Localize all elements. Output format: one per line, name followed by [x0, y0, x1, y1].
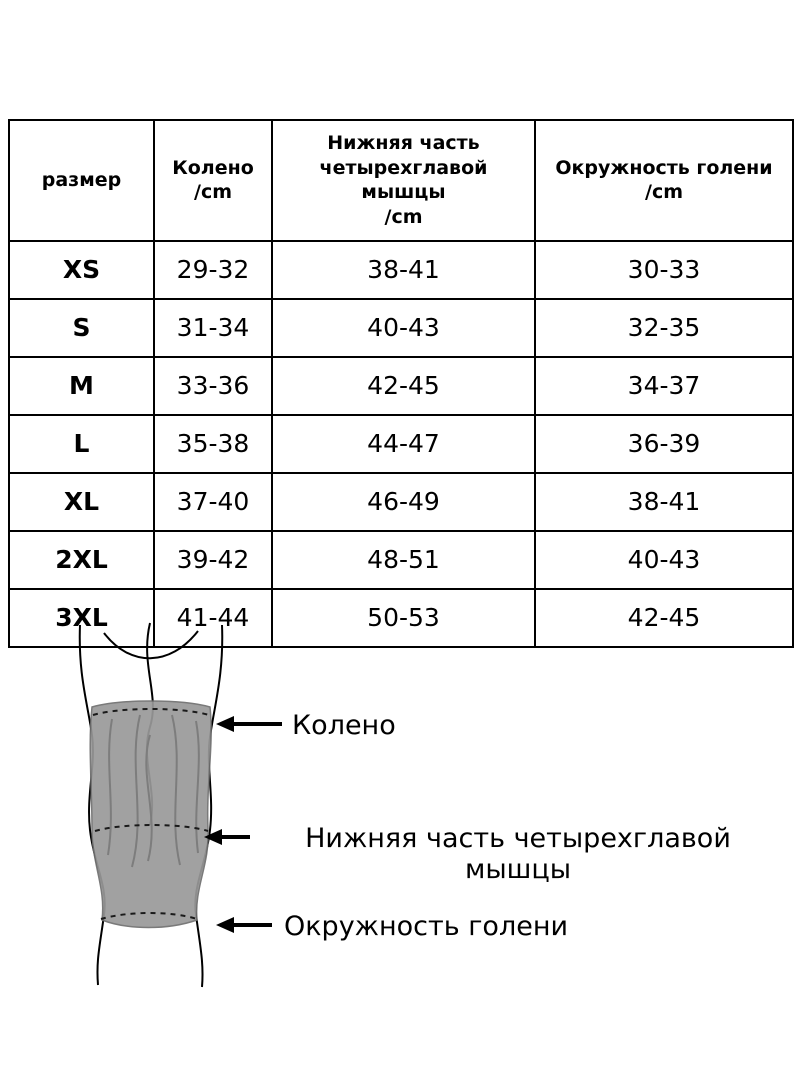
table-row [9, 531, 793, 589]
cell-quad: 40-43 [272, 299, 535, 357]
table-row [9, 473, 793, 531]
table-body [9, 241, 793, 647]
knee-arrow-icon [216, 716, 282, 732]
table-header [9, 120, 793, 241]
cell-size: 2XL [9, 531, 154, 589]
column-header-calf-unit: /cm [645, 181, 683, 204]
cell-quad: 46-49 [272, 473, 535, 531]
column-header-calf [535, 120, 793, 241]
size-chart-table-container [8, 119, 792, 648]
column-header-calf-text: Окружность голени [555, 156, 773, 179]
table-row [9, 299, 793, 357]
cell-knee: 39-42 [154, 531, 272, 589]
table-header-row [9, 120, 793, 241]
column-header-knee-unit: /cm [194, 181, 232, 204]
column-header-quad-text: Нижняя часть четырехглавой мышцы [319, 132, 488, 204]
cell-calf: 42-45 [535, 589, 793, 647]
column-header-quad [272, 120, 535, 241]
cell-calf: 40-43 [535, 531, 793, 589]
measurement-diagram [0, 615, 800, 1005]
calf-arrow-icon [216, 917, 272, 933]
quad-arrow-icon [204, 829, 250, 845]
table-row [9, 415, 793, 473]
column-header-knee [154, 120, 272, 241]
cell-knee: 29-32 [154, 241, 272, 299]
cell-size: L [9, 415, 154, 473]
cell-size: 3XL [9, 589, 154, 647]
cell-calf: 32-35 [535, 299, 793, 357]
cell-size: S [9, 299, 154, 357]
column-header-knee-line1: Колено [172, 156, 254, 179]
cell-quad: 42-45 [272, 357, 535, 415]
cell-size: M [9, 357, 154, 415]
cell-calf: 36-39 [535, 415, 793, 473]
column-header-size-line1: размер [41, 169, 122, 192]
cell-knee: 31-34 [154, 299, 272, 357]
cell-quad: 44-47 [272, 415, 535, 473]
knee-sleeve [90, 701, 211, 928]
cell-size: XL [9, 473, 154, 531]
cell-size: XS [9, 241, 154, 299]
diagram-label-quad: Нижняя часть четырехглавой мышцы [305, 823, 731, 886]
table-row [9, 357, 793, 415]
cell-knee: 35-38 [154, 415, 272, 473]
cell-calf: 30-33 [535, 241, 793, 299]
cell-quad: 48-51 [272, 531, 535, 589]
column-header-quad-unit: /cm [384, 206, 423, 229]
cell-knee: 33-36 [154, 357, 272, 415]
diagram-label-knee: Колено [292, 710, 396, 741]
diagram-label-calf: Окружность голени [284, 911, 569, 942]
cell-quad: 50-53 [272, 589, 535, 647]
cell-knee: 37-40 [154, 473, 272, 531]
size-chart-table [8, 119, 794, 648]
cell-calf: 34-37 [535, 357, 793, 415]
cell-quad: 38-41 [272, 241, 535, 299]
table-row [9, 241, 793, 299]
leg-illustration [0, 615, 800, 1005]
cell-knee: 41-44 [154, 589, 272, 647]
column-header-size [9, 120, 154, 241]
cell-calf: 38-41 [535, 473, 793, 531]
